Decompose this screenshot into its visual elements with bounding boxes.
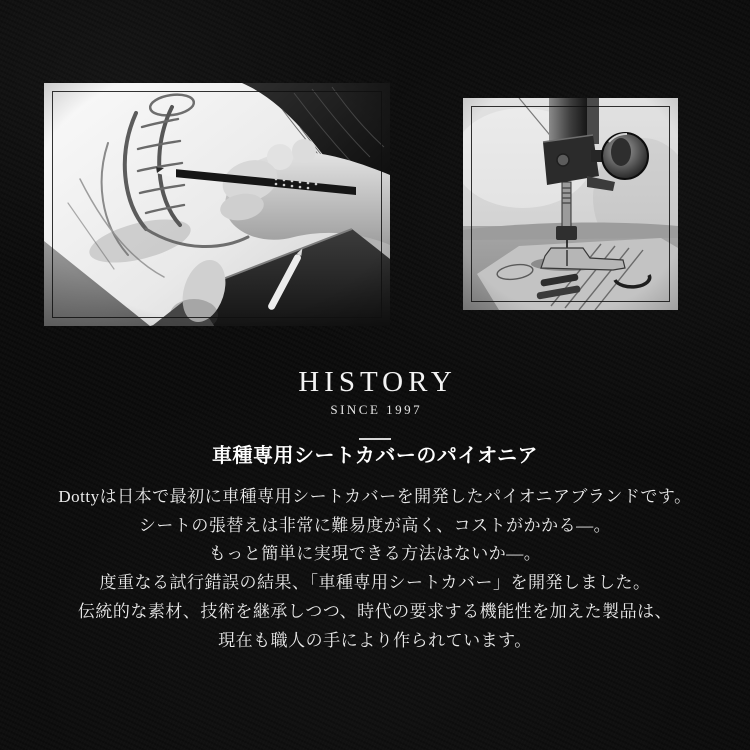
history-body-line: シートの張替えは非常に難易度が高く、コストがかかる―。: [138, 515, 612, 535]
history-body-line: 伝統的な素材、技術を継承しつつ、時代の要求する機能性を加えた製品は、: [77, 601, 673, 621]
sewing-machine-photo: [463, 98, 678, 310]
history-subtitle: SINCE 1997: [330, 402, 423, 417]
history-heading: 車種専用シートカバーのパイオニア: [212, 445, 538, 467]
designer-sketching-illustration: [44, 83, 390, 326]
history-body-line: Dottyは日本で最初に車種専用シートカバーを開発したパイオニアブランドです。: [58, 487, 692, 506]
history-body-line: 現在も職人の手により作られています。: [218, 630, 532, 650]
divider-line: [359, 438, 391, 440]
history-body: [0, 483, 750, 655]
history-body-line: 度重なる試行錯誤の結果、「車種専用シートカバー」を開発しました。: [99, 573, 651, 593]
sewing-machine-illustration: [463, 98, 678, 310]
designer-sketching-photo: [44, 83, 390, 326]
history-title: HISTORY: [298, 366, 457, 398]
history-body-line: もっと簡単に実現できる方法はないか―。: [208, 544, 542, 564]
